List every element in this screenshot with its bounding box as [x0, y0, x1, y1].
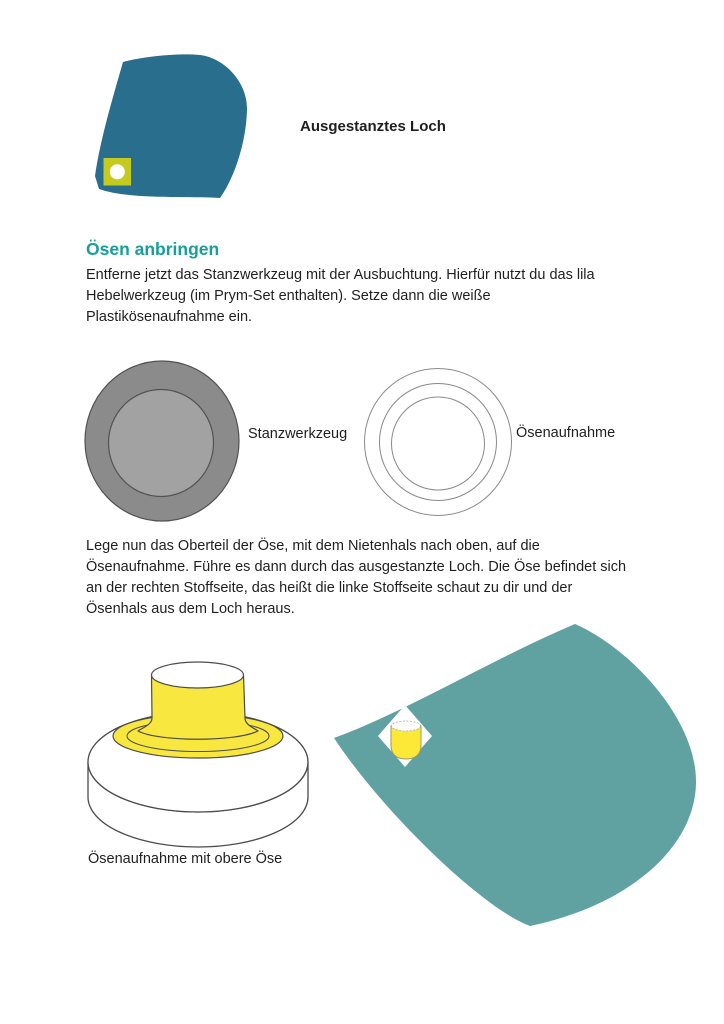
eyelet-neck-opening: [152, 662, 244, 688]
eyelet-through-hole-opening: [392, 721, 421, 731]
section-heading: Ösen anbringen: [86, 239, 220, 259]
punch-inner-circle: [109, 390, 214, 497]
eyelet-figure-caption: Ösenaufnahme mit obere Öse: [88, 851, 283, 867]
eyelet-on-receiver-illustration: [84, 650, 324, 855]
paragraph-2-line: Ösenaufnahme. Führe es dann durch das ausgestanzte Loch. Die Öse befindet sich: [86, 559, 627, 575]
eyelet-receiver-label: Ösenaufnahme: [516, 425, 616, 441]
paragraph-1: [86, 265, 686, 328]
punched-hole-label: Ausgestanztes Loch: [300, 118, 446, 135]
punched-hole-icon: [110, 164, 125, 179]
paragraph-1-line: Entferne jetzt das Stanzwerkzeug mit der Ausbuchtung. Hierfür nutzt du das lila: [86, 267, 595, 283]
punch-tool-label: Stanzwerkzeug: [248, 426, 348, 442]
paragraph-2-line: an der rechten Stoffseite, das heißt die linke Stoffseite schaut zu dir und der: [86, 580, 573, 596]
punch-tool-illustration: [82, 359, 246, 525]
paragraph-1-line: Plastikösenaufnahme ein.: [86, 309, 253, 325]
paragraph-1-line: Hebelwerkzeug (im Prym-Set enthalten). Setze dann die weiße: [86, 288, 491, 304]
fabric-bottom-shape: [334, 624, 696, 926]
paragraph-2-line: Ösenhals aus dem Loch heraus.: [86, 601, 295, 617]
eyelet-receiver-illustration: [362, 366, 516, 520]
receiver-inner-circle: [392, 397, 485, 490]
paragraph-2: [86, 536, 686, 620]
fabric-piece-top-illustration: [85, 45, 260, 210]
paragraph-2-line: Lege nun das Oberteil der Öse, mit dem Nietenhals nach oben, auf die: [86, 538, 540, 554]
fabric-piece-bottom-illustration: [330, 615, 705, 935]
